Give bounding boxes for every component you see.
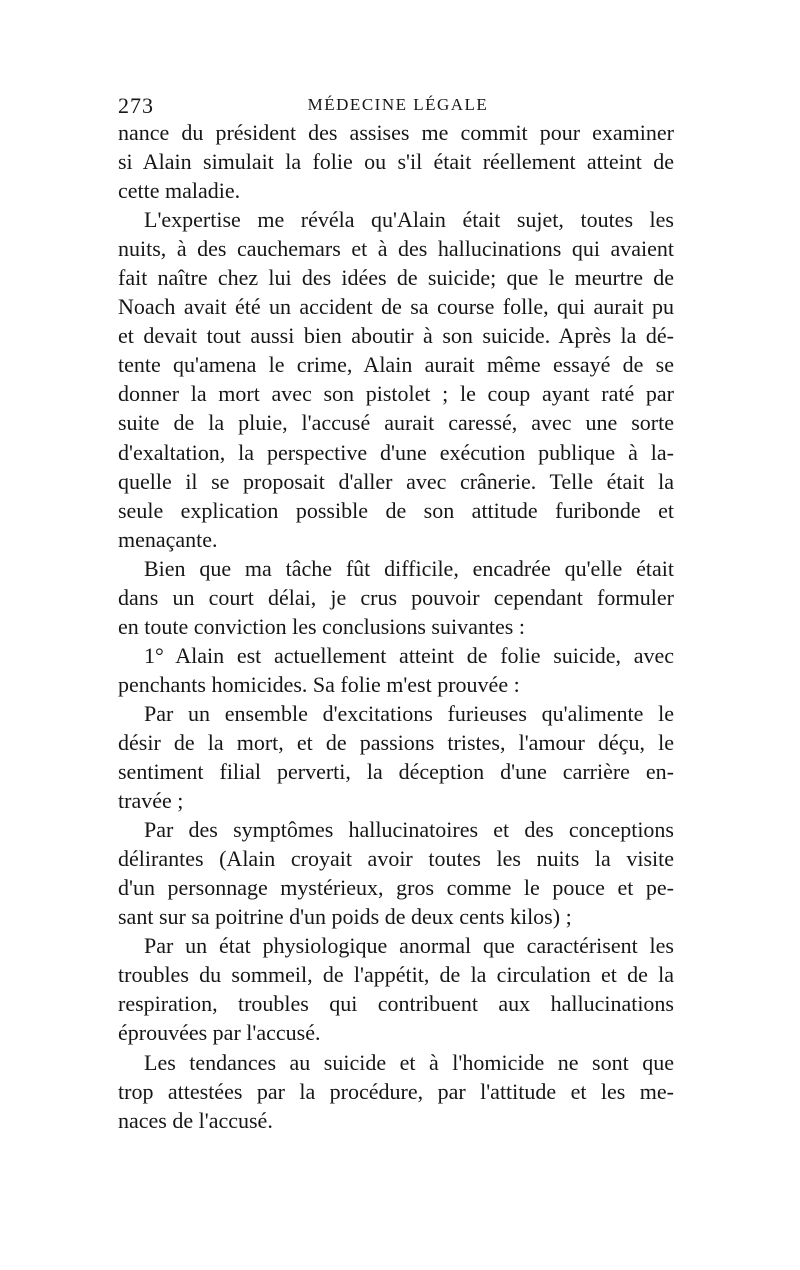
- text-line: troubles du sommeil, de l'appétit, de la circulation et de la: [118, 962, 674, 988]
- text-line: suite de la pluie, l'accusé aurait caressé, avec une sorte: [118, 410, 674, 436]
- text-line: si Alain simulait la folie ou s'il était réellement atteint de: [118, 149, 674, 175]
- text-line: respiration, troubles qui contribuent aux hallucinations: [118, 991, 674, 1017]
- text-line: naces de l'accusé.: [118, 1107, 273, 1133]
- text-line: fait naître chez lui des idées de suicide; que le meurtre de: [118, 265, 674, 291]
- text-line: menaçante.: [118, 526, 218, 552]
- text-line: Par un état physiologique anormal que caractérisent les: [144, 933, 674, 959]
- text-line: cette maladie.: [118, 178, 241, 204]
- text-line: Les tendances au suicide et à l'homicide ne sont que: [144, 1049, 674, 1075]
- text-line: Bien que ma tâche fût difficile, encadrée qu'elle était: [144, 555, 674, 581]
- text-line: L'expertise me révéla qu'Alain était sujet, toutes les: [144, 207, 674, 233]
- text-line: penchants homicides. Sa folie m'est prouvée :: [118, 671, 520, 697]
- page-number: 273: [118, 93, 154, 118]
- text-line: tente qu'amena le crime, Alain aurait même essayé de se: [118, 352, 674, 378]
- text-line: nance du président des assises me commit pour examiner: [118, 120, 674, 145]
- text-line: éprouvées par l'accusé.: [118, 1020, 321, 1046]
- text-line: 1° Alain est actuellement atteint de folie suicide, avec: [144, 642, 674, 668]
- text-line: Par un ensemble d'excitations furieuses qu'alimente le: [144, 700, 674, 726]
- text-line: travée ;: [118, 788, 184, 814]
- text-line: désir de la mort, et de passions tristes, l'amour déçu, le: [118, 729, 674, 755]
- text-line: dans un court délai, je crus pouvoir cependant formuler: [118, 584, 674, 610]
- text-line: sentiment filial perverti, la déception d'une carrière en-: [118, 759, 674, 785]
- text-line: Noach avait été un accident de sa course folle, qui aurait pu: [118, 294, 674, 320]
- text-line: seule explication possible de son attitude furibonde et: [118, 497, 674, 523]
- text-line: sant sur sa poitrine d'un poids de deux cents kilos) ;: [118, 904, 572, 930]
- running-head: MÉDECINE LÉGALE: [307, 95, 489, 114]
- body-text: [118, 118, 674, 1135]
- text-line: quelle il se proposait d'aller avec crânerie. Telle était la: [118, 468, 674, 494]
- page-header: [118, 93, 678, 121]
- text-line: donner la mort avec son pistolet ; le coup ayant raté par: [118, 381, 674, 407]
- text-line: et devait tout aussi bien aboutir à son suicide. Après la dé-: [118, 323, 674, 349]
- text-line: délirantes (Alain croyait avoir toutes les nuits la visite: [118, 846, 674, 872]
- text-line: Par des symptômes hallucinatoires et des conceptions: [144, 817, 674, 843]
- text-line: en toute conviction les conclusions suivantes :: [118, 613, 525, 639]
- text-line: d'exaltation, la perspective d'une exécution publique à la-: [118, 439, 674, 465]
- text-line: trop attestées par la procédure, par l'attitude et les me-: [118, 1078, 674, 1104]
- text-line: nuits, à des cauchemars et à des hallucinations qui avaient: [118, 236, 674, 262]
- text-line: d'un personnage mystérieux, gros comme le pouce et pe-: [118, 875, 674, 901]
